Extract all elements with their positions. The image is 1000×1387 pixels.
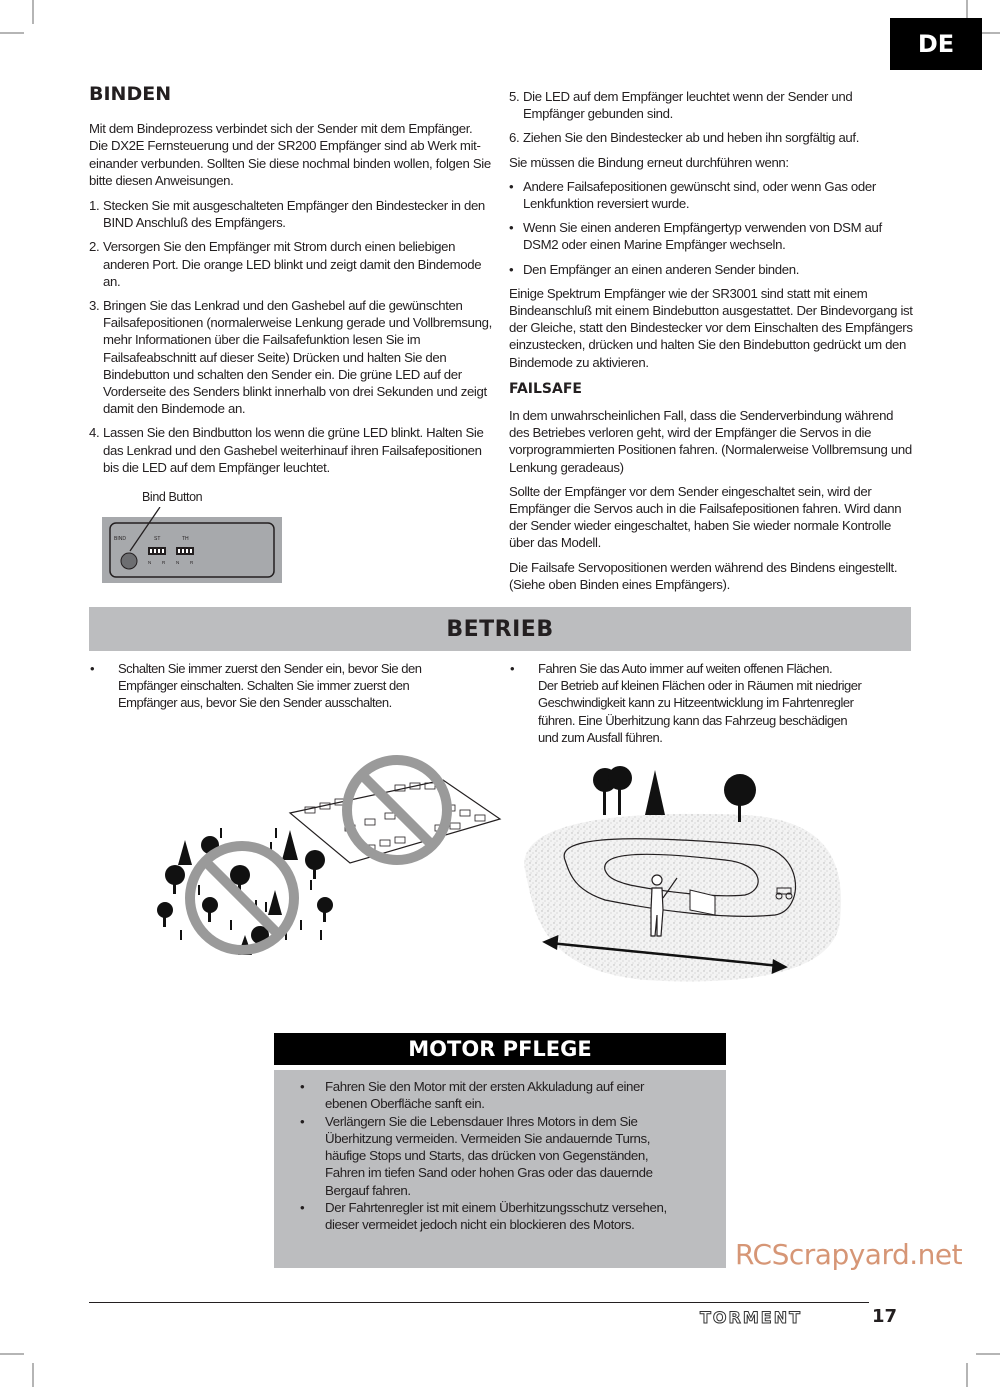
receiver-st-text: ST: [154, 536, 161, 542]
receiver-th-text: TH: [182, 536, 189, 542]
failsafe-paragraph: In dem unwahrscheinlichen Fall, dass die Senderverbindung während des Betriebes verloren geht, wird der Empfänger die Servos in die vorprogrammierten Positionen fahren. (Normalerweise Vollbremsung und Lenkung geradeaus): [509, 408, 912, 475]
binden-title: BINDEN: [89, 83, 172, 105]
motor-pflege-header: MOTOR PFLEGE: [274, 1033, 726, 1065]
failsafe-paragraph: Die Failsafe Servopositionen werden während des Bindens eingestellt. (Siehe oben Binden eines Empfängers).: [509, 559, 898, 592]
crop-mark: [966, 1363, 968, 1387]
betrieb-right-bullet: • Fahren Sie das Auto immer auf weiten offenen Flächen. Der Betrieb auf kleinen Flächen oder in Räumen mit niedriger Geschwindigkeit kann zu Hitzeentwicklung im Fahrtenregler führen. Eine Überhitzung kann das Fahrzeug beschädigen und zum Ausfall führen.: [510, 661, 862, 745]
binden-continued: [509, 88, 914, 600]
language-tab: DE: [890, 18, 982, 70]
binden-step: 1. Stecken Sie mit ausgeschalteten Empfänger den Bindestecker in den BIND Anschluß des Empfängers.: [89, 198, 485, 231]
binden-step: 4. Lassen Sie den Bindbutton los wenn die grüne LED blinkt. Halten Sie das Lenkrad und den Gashebel weiterhinauf ihren Failsafepositionen bis die LED auf dem Empfänger leuchtet.: [89, 425, 484, 475]
binden-intro: Mit dem Bindeprozess verbindet sich der Sender mit dem Empfänger. Die DX2E Fernsteuerung und der SR200 Empfänger sind ab Werk mit-einander verbunden. Sollten Sie diese nochmal binden wollen, folgen Sie bitte diesen Anweisungen.: [89, 121, 491, 188]
rebind-bullet: • Den Empfänger an einen anderen Sender binden.: [509, 261, 800, 277]
open-field-illustration: [505, 760, 850, 990]
betrieb-left-bullet: • Schalten Sie immer zuerst den Sender ein, bevor Sie den Empfänger einschalten. Schalten Sie immer zuerst den Empfänger aus, bevor Sie den Sender ausschalten.: [90, 661, 422, 711]
motor-bullet: • Der Fahrtenregler ist mit einem Überhitzungsschutz versehen,: [300, 1200, 667, 1216]
rebind-bullet: • Wenn Sie einen anderen Empfängertyp verwenden von DSM auf DSM2 oder einen Marine Empfänger wechseln.: [509, 220, 882, 253]
binden-section: [89, 83, 494, 483]
footer-rule: [89, 1302, 869, 1303]
binden-step: 6. Ziehen Sie den Bindestecker ab und heben ihn sorgfältig auf.: [509, 130, 860, 146]
motor-bullet: • Verlängern Sie die Lebensdauer Ihres Motors in dem Sie: [300, 1113, 638, 1129]
motor-bullet: • Fahren Sie den Motor mit der ersten Akkuladung auf einer: [300, 1079, 645, 1094]
failsafe-paragraph: Sollte der Empfänger vor dem Sender eingeschaltet sein, wird der Empfänger die Servos auch in die Failsafepositionen fahren. Wird dann der Sender wieder eingeschaltet, haben Sie wieder normale Kontrolle über das Modell.: [509, 483, 902, 551]
receiver-r-text: R: [190, 560, 194, 565]
binden-step: 5. Die LED auf dem Empfänger leuchtet wenn der Sender und Empfänger gebunden sind.: [509, 89, 853, 122]
bind-button-label: Bind Button: [142, 490, 203, 504]
watermark: RCScrapyard.net: [735, 1238, 963, 1271]
failsafe-title: FAILSAFE: [509, 380, 582, 397]
binden-step: 3. Bringen Sie das Lenkrad und den Gashebel auf die gewünschten Failsafepositionen (normalerweise Lenkung gerade und Vollbremsung, mehr Informationen über die Failsafefunktion lesen Sie im Failsafeabschnitt auf dieser Seite) Drücken und halten Sie den Bindebutton und schalten den Sender ein. Die grüne LED auf der Vorderseite des Senders blinkt innerhalb von drei Sekunden und zeigt damit den Bindemode an.: [89, 298, 492, 417]
binden-step: 2. Versorgen Sie den Empfänger mit Strom durch einen beliebigen anderen Port. Die orange LED blinkt und zeigt damit den Bindemode an.: [89, 239, 482, 289]
bind-button-note: Einige Spektrum Empfänger wie der SR3001 sind statt mit einem Bindeanschluß mit einem Bindebutton ausgestattet. Der Bindevorgang ist der Gleiche, statt den Bindestecker vor dem Einschalten des Empfängers einzustecken, drücken und halten Sie den Bindebutton gedrückt um den Bindemode zu aktivieren.: [509, 285, 913, 370]
crop-mark: [32, 0, 34, 24]
prohibited-icon: [190, 846, 294, 950]
bind-button-icon: [121, 553, 137, 569]
motor-pflege-box: • Fahren Sie den Motor mit der ersten Akkuladung auf einer ebenen Oberfläche sanft ein. • Verlängern Sie die Lebensdauer Ihres Motors in dem Sie Überhitzung vermeiden. Vermeiden Sie andauernde Turns, häufige Stops und Starts, das drücken von Gegenständen, Fahren im tiefen Sand oder hohen Gras oder das dauernde Bergauf fahren. • Der Fahrtenregler ist mit einem Überhitzungsschutz versehen, dieser vermeidet jedoch nicht ein blockieren des Motors.: [274, 1070, 726, 1268]
crop-mark: [0, 1353, 24, 1355]
receiver-bind-text: BIND: [114, 536, 126, 542]
betrieb-header: BETRIEB: [89, 607, 911, 651]
receiver-illustration: [100, 507, 285, 585]
receiver-n-text: N: [176, 560, 180, 565]
torment-logo: TORMENT: [700, 1308, 802, 1327]
crop-mark: [976, 1353, 1000, 1355]
crop-mark: [0, 32, 24, 34]
receiver-r-text: R: [162, 560, 166, 565]
rebind-bullet: • Andere Failsafepositionen gewünscht sind, oder wenn Gas oder Lenkfunktion reversiert wurde.: [509, 178, 876, 212]
parking-lot-prohibited-illustration: [285, 755, 505, 865]
crop-mark: [32, 1363, 34, 1387]
rebind-intro: Sie müssen die Bindung erneut durchführen wenn:: [509, 154, 789, 170]
page-number: 17: [872, 1306, 898, 1327]
receiver-n-text: N: [148, 560, 152, 565]
